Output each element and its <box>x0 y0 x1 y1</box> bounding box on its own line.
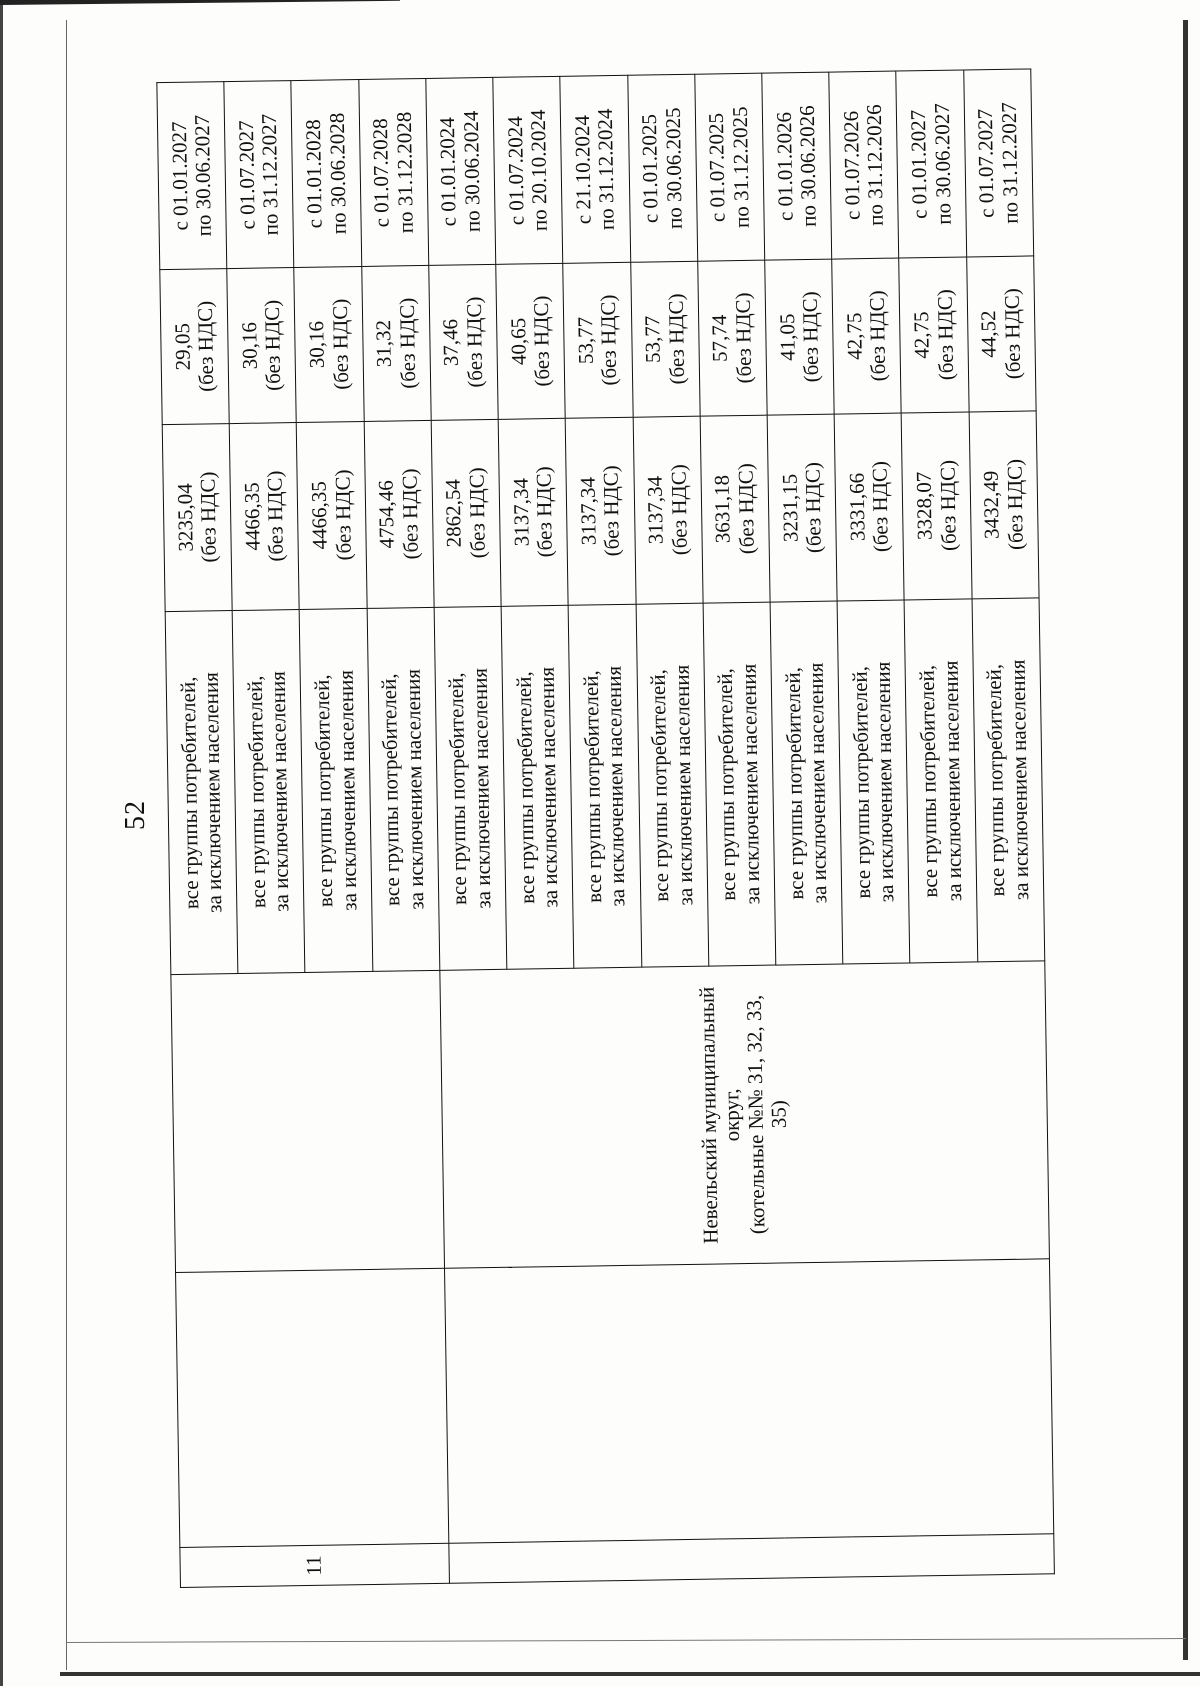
carrier-cell-value: 42,75 <box>909 311 934 359</box>
period-cell-value: с 01.01.2027 <box>166 121 193 231</box>
carrier-cell-value: 40,65 <box>505 317 531 366</box>
carrier-cell <box>563 263 633 418</box>
tariff-cell-note: (без НДС) <box>330 469 356 561</box>
carrier-cell <box>429 265 499 420</box>
tariff-cell <box>767 414 837 602</box>
tariff-cell-note: (без НДС) <box>867 460 894 553</box>
scan-edge-top <box>0 0 400 5</box>
consumer-group-cell: все группы потребителей, за исключением населения <box>770 601 843 966</box>
period-cell-note: по 30.06.2028 <box>324 112 351 235</box>
period-cell <box>224 81 294 269</box>
consumer-group-cell: все группы потребителей, за исключением населения <box>837 600 910 965</box>
scan-edge-bottom <box>60 1672 1200 1676</box>
carrier-cell <box>227 268 297 423</box>
scan-edge-right <box>1183 20 1188 1660</box>
carrier-cell-value: 44,52 <box>976 310 1002 358</box>
carrier-cell-note: (без НДС) <box>596 294 622 386</box>
tariff-cell <box>565 417 635 605</box>
tariff-cell <box>902 412 972 600</box>
scan-inner-border-left <box>66 20 67 1670</box>
period-cell-value: с 21.10.2024 <box>569 114 596 225</box>
carrier-cell <box>160 269 230 424</box>
tariff-cell-note: (без НДС) <box>531 466 558 558</box>
period-cell <box>358 78 428 266</box>
carrier-cell <box>361 266 431 421</box>
consumer-group-cell: все группы потребителей, за исключением населения <box>367 607 440 972</box>
tariff-cell-value: 4466,35 <box>306 481 332 550</box>
tariff-cell-value: 3137,34 <box>642 475 668 545</box>
carrier-cell-value: 29,05 <box>169 322 195 371</box>
tariff-cell <box>431 419 501 607</box>
period-cell <box>695 73 765 261</box>
organization-cell: Невельский муниципальный округ, (котельные №№ 31, 32, 33, 35) <box>440 961 1050 1268</box>
organization-cell-blank <box>176 1268 449 1548</box>
period-cell-note: по 30.06.2026 <box>794 105 821 228</box>
consumer-group-cell: все группы потребителей, за исключением населения <box>300 608 373 973</box>
tariff-cell-note: (без НДС) <box>1002 458 1028 551</box>
empty-cell <box>444 1259 1053 1544</box>
carrier-cell-note: (без НДС) <box>797 291 824 383</box>
tariff-cell-value: 3331,66 <box>844 472 870 542</box>
tariff-cell <box>498 418 568 606</box>
tariff-cell-note: (без НДС) <box>800 461 826 554</box>
carrier-cell <box>294 267 364 422</box>
carrier-cell-value: 41,05 <box>774 313 800 362</box>
consumer-group-cell: все группы потребителей, за исключением населения <box>501 605 574 970</box>
tariff-cell-note: (без НДС) <box>666 464 692 556</box>
carrier-cell <box>966 256 1036 411</box>
consumer-group-cell: все группы потребителей, за исключением населения <box>434 606 507 971</box>
tariff-cell <box>297 421 367 609</box>
carrier-cell-note: (без НДС) <box>730 292 757 384</box>
period-cell-value: с 01.07.2027 <box>233 120 260 230</box>
carrier-cell-note: (без НДС) <box>260 299 286 392</box>
consumer-group-cell: все группы потребителей, за исключением населения <box>703 602 776 967</box>
carrier-cell-value: 37,46 <box>438 318 464 367</box>
empty-cell <box>171 971 445 1273</box>
tariff-cell-note: (без НДС) <box>397 468 423 560</box>
tariff-table <box>156 68 1055 1588</box>
carrier-cell-value: 53,77 <box>572 316 598 365</box>
tariff-cell <box>229 422 299 610</box>
carrier-cell-value: 30,16 <box>304 320 329 369</box>
carrier-cell-value: 53,77 <box>640 315 665 364</box>
carrier-cell-note: (без НДС) <box>528 295 555 387</box>
tariff-cell <box>700 415 770 603</box>
period-cell-value: с 01.01.2025 <box>637 113 663 224</box>
carrier-cell <box>496 264 566 419</box>
period-cell-value: с 01.07.2027 <box>973 108 999 219</box>
period-cell-note: по 30.06.2025 <box>660 107 687 230</box>
period-cell-note: по 31.12.2025 <box>727 106 754 229</box>
tariff-cell-value: 3328,07 <box>911 471 937 541</box>
tariff-cell <box>364 420 434 608</box>
period-cell <box>829 71 899 259</box>
period-cell-note: по 31.12.2024 <box>593 108 620 231</box>
carrier-cell <box>630 262 700 417</box>
consumer-group-cell: все группы потребителей, за исключением населения <box>165 610 238 975</box>
carrier-cell <box>765 259 835 414</box>
period-cell-value: с 01.07.2028 <box>368 118 394 228</box>
period-cell-note: по 30.06.2027 <box>189 114 216 237</box>
period-cell <box>291 80 361 268</box>
carrier-cell-note: (без НДС) <box>192 300 219 393</box>
tariff-cell <box>834 413 904 601</box>
carrier-cell-note: (без НДС) <box>461 296 488 388</box>
tariff-cell-value: 3235,04 <box>172 483 198 552</box>
tariff-table-body <box>157 69 1055 1588</box>
period-cell-note: по 31.12.2028 <box>391 111 418 234</box>
row-number-cell: 11 <box>180 1544 449 1588</box>
tariff-cell-note: (без НДС) <box>598 465 625 557</box>
tariff-cell-value: 4754,46 <box>373 480 399 549</box>
carrier-cell <box>697 260 767 415</box>
tariff-cell-note: (без НДС) <box>262 470 289 562</box>
period-cell-value: с 01.01.2026 <box>771 111 798 222</box>
period-cell-value: с 01.01.2027 <box>905 109 932 220</box>
consumer-group-cell: все группы потребителей, за исключением населения <box>232 609 305 974</box>
tariff-table-container <box>156 68 1055 1588</box>
carrier-cell-note: (без НДС) <box>327 298 353 390</box>
period-cell-note: по 20.10.2024 <box>526 109 552 232</box>
tariff-cell-value: 4466,35 <box>239 482 265 551</box>
tariff-cell-note: (без НДС) <box>195 471 222 563</box>
tariff-cell-value: 3631,18 <box>709 474 735 544</box>
tariff-cell-value: 3137,34 <box>508 477 534 547</box>
period-cell-note: по 30.06.2024 <box>458 110 485 233</box>
carrier-cell-value: 57,74 <box>707 314 733 363</box>
period-cell <box>157 82 227 270</box>
tariff-cell <box>633 416 703 604</box>
period-cell-note: по 30.06.2027 <box>929 103 956 225</box>
consumer-group-cell: все группы потребителей, за исключением населения <box>636 603 709 968</box>
period-cell <box>896 70 966 258</box>
carrier-cell <box>899 257 969 412</box>
period-cell-value: с 01.07.2024 <box>502 115 529 226</box>
period-cell-note: по 31.12.2027 <box>257 113 284 236</box>
tariff-cell-value: 2862,54 <box>441 478 467 548</box>
carrier-cell-value: 30,16 <box>236 321 262 370</box>
period-cell-value: с 01.07.2026 <box>838 110 865 221</box>
carrier-cell-note: (без НДС) <box>394 297 420 389</box>
carrier-cell-note: (без НДС) <box>999 288 1025 380</box>
period-cell <box>426 77 496 265</box>
scan-inner-border-bottom <box>66 1638 1186 1643</box>
carrier-cell-value: 42,75 <box>841 312 867 361</box>
scan-edge-left <box>0 0 3 1686</box>
tariff-cell-note: (без НДС) <box>733 462 759 555</box>
period-cell-value: с 01.01.2024 <box>435 117 462 227</box>
tariff-cell-value: 3231,15 <box>777 473 803 543</box>
tariff-cell <box>969 410 1039 598</box>
tariff-cell-note: (без НДС) <box>934 459 961 552</box>
consumer-group-cell: все группы потребителей, за исключением населения <box>972 598 1045 963</box>
period-cell-note: по 31.12.2026 <box>862 104 888 227</box>
carrier-cell <box>832 258 902 413</box>
period-cell-note: по 31.12.2027 <box>996 102 1023 224</box>
tariff-cell-value: 3432,49 <box>978 470 1004 540</box>
period-cell-value: с 01.01.2028 <box>300 119 327 229</box>
period-cell <box>560 75 630 263</box>
consumer-group-cell: все группы потребителей, за исключением населения <box>904 599 977 964</box>
tariff-cell <box>162 423 232 611</box>
tariff-cell-value: 3137,34 <box>575 476 601 546</box>
carrier-cell-note: (без НДС) <box>932 289 958 381</box>
period-cell <box>762 72 832 260</box>
period-cell-value: с 01.07.2025 <box>704 112 730 223</box>
carrier-cell-value: 31,32 <box>371 319 397 368</box>
tariff-cell-note: (без НДС) <box>464 467 490 559</box>
carrier-cell-note: (без НДС) <box>865 290 891 382</box>
period-cell <box>963 69 1033 257</box>
consumer-group-cell: все группы потребителей, за исключением населения <box>568 604 641 969</box>
period-cell <box>493 76 563 264</box>
page-number: 52 <box>120 800 151 830</box>
period-cell <box>627 74 697 262</box>
carrier-cell-note: (без НДС) <box>663 293 689 385</box>
